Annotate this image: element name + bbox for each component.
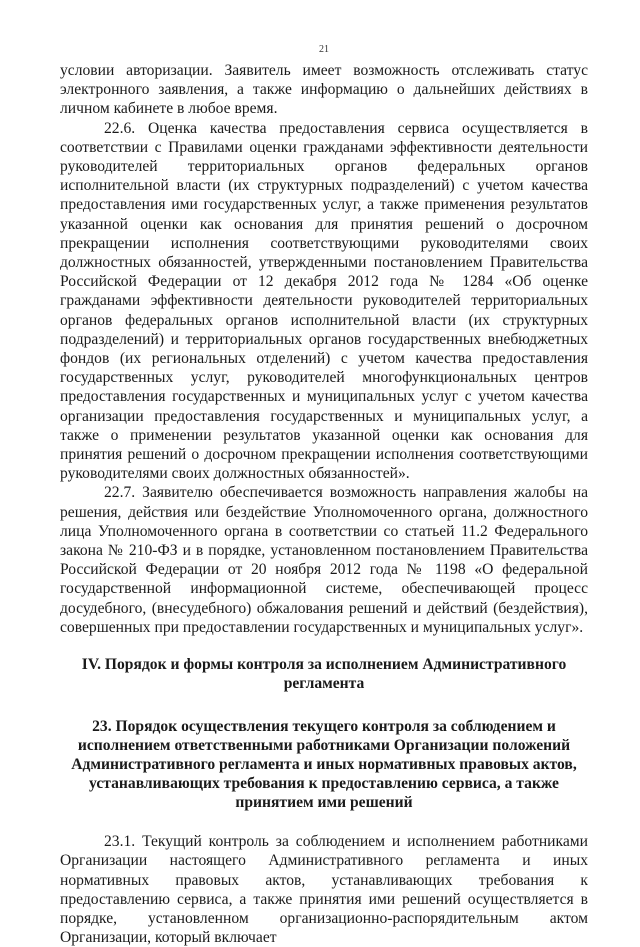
paragraph-23-1: 23.1. Текущий контроль за соблюдением и исполнением работниками Организации настоящего Административного регламента и иных нормативных правовых актов, устанавливающих требования к предоставлению сервиса, а также принятия ими решений осуществляется в порядке, установленном организационно-распорядительным актом Организации, который включает	[60, 833, 588, 947]
page-number: 21	[319, 44, 329, 55]
document-page	[60, 44, 588, 947]
paragraph-22-6: 22.6. Оценка качества предоставления сервиса осуществляется в соответствии с Правилами оценки гражданами эффективности деятельности руководителей территориальных органов федеральных органов исполнительной власти (их структурных подразделений) с учетом качества предоставления ими государственных услуг, а также применения результатов указанной оценки как основания для принятия решений о досрочном прекращении исполнения соответствующими руководителями своих должностных обязанностей, утвержденными постановлением Правительства Российской Федерации от 12 декабря 2012 года № 1284 «Об оценке гражданами эффективности деятельности руководителей территориальных органов федеральных органов исполнительной власти (их структурных подразделений) и территориальных органов государственных внебюджетных фондов (их региональных отделений) с учетом качества предоставления государственных услуг, руководителей многофункциональных центров предоставления государственных и муниципальных услуг с учетом качества организации предоставления государственных и муниципальных услуг, а также о применении результатов указанной оценки как основания для принятия решений о досрочном прекращении исполнения соответствующими руководителями своих должностных обязанностей».	[60, 119, 588, 483]
section-heading-23: 23. Порядок осуществления текущего контроля за соблюдением и исполнением ответственными работниками Организации положений Административного регламента и иных нормативных правовых актов, устанавливающих требования к предоставлению сервиса, а также принятием ими решений	[71, 718, 577, 812]
section-heading-4: IV. Порядок и формы контроля за исполнением Административного регламента	[81, 656, 567, 693]
paragraph-intro: условии авторизации. Заявитель имеет возможность отслеживать статус электронного заявления, а также информацию о дальнейших действиях в личном кабинете в любое время.	[60, 62, 588, 118]
paragraph-22-7: 22.7. Заявителю обеспечивается возможность направления жалобы на решения, действия или бездействие Уполномоченного органа, должностного лица Уполномоченного органа в соответствии со статьей 11.2 Федерального закона № 210-ФЗ и в порядке, установленном постановлением Правительства Российской Федерации от 20 ноября 2012 года № 1198 «О федеральной государственной информационной системе, обеспечивающей процесс досудебного, (внесудебного) обжалования решений и действий (бездействия), совершенных при предоставлении государственных и муниципальных услуг».	[60, 484, 588, 636]
